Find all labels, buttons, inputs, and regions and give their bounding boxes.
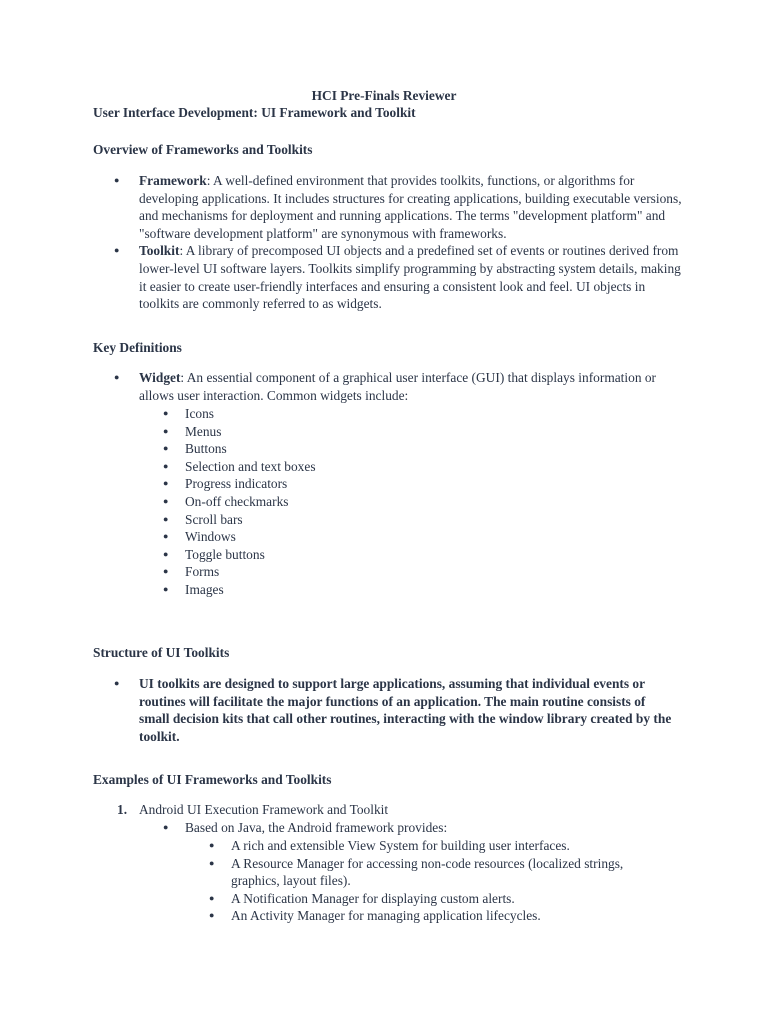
examples-list — [93, 801, 683, 819]
list-item-toolkit — [93, 242, 683, 312]
android-sub-list — [93, 819, 683, 837]
list-item-structure: ● UI toolkits are designed to support large applications, assuming that individual events or routines will facilitate the major functions of an application. The main routine consists of small decision kits that call other routines, interacting with the window library created by the toolkit. — [93, 675, 673, 745]
list-item: ● An Activity Manager for managing application lifecycles. — [93, 907, 658, 925]
document-title: HCI Pre-Finals Reviewer — [311, 88, 457, 103]
list-item-framework — [93, 172, 683, 242]
example-title-android: Android UI Execution Framework and Toolkit — [139, 802, 389, 817]
list-item: ● Images — [93, 581, 683, 599]
term-toolkit: Toolkit — [139, 243, 180, 259]
section-heading-definitions: Key Definitions — [93, 340, 182, 355]
list-item: ● Icons — [93, 405, 683, 423]
definition-toolkit: : A library of precomposed UI objects and a predefined set of events or routines derived from lower-level UI software layers. Toolkits simplify programming by abstracting system details, making it easier to create user-friendly interfaces and ensuring a consistent look and feel. UI objects in toolkits are commonly referred to as widgets. — [139, 243, 681, 312]
definition-widget: : An essential component of a graphical user interface (GUI) that displays information or allows user interaction. Common widgets include: — [139, 370, 657, 403]
list-item: ● Scroll bars — [93, 511, 683, 529]
section-heading-examples: Examples of UI Frameworks and Toolkits — [93, 772, 332, 787]
document-subtitle: User Interface Development: UI Framework and Toolkit — [93, 105, 416, 120]
list-item: ● Menus — [93, 423, 683, 441]
list-item: ● A rich and extensible View System for building user interfaces. — [93, 837, 658, 855]
list-item: ● A Resource Manager for accessing non-code resources (localized strings, graphics, layout files). — [93, 855, 658, 890]
overview-list — [93, 172, 683, 313]
list-number: 1. — [117, 802, 128, 817]
list-item: ● Progress indicators — [93, 475, 683, 493]
list-item-android — [93, 801, 683, 819]
definitions-list — [93, 369, 683, 404]
list-item: ● Windows — [93, 528, 683, 546]
list-item: ● Buttons — [93, 440, 683, 458]
definition-framework: : A well-defined environment that provides toolkits, functions, or algorithms for developing applications. It includes structures for creating applications, building executable versions, and mechanisms for deployment and running applications. The terms "development platform" and "software development platform" are synonymous with frameworks. — [139, 173, 682, 241]
list-item: ● Selection and text boxes — [93, 458, 683, 476]
list-item-widget — [93, 369, 683, 404]
android-features-list — [93, 837, 658, 925]
structure-list — [93, 675, 673, 745]
list-item-android-basis: ● Based on Java, the Android framework provides: — [93, 819, 683, 837]
list-item: ● Forms — [93, 563, 683, 581]
list-item: ● A Notification Manager for displaying custom alerts. — [93, 890, 658, 908]
term-framework: Framework — [139, 173, 207, 188]
list-item: ● Toggle buttons — [93, 546, 683, 564]
term-widget: Widget — [139, 370, 181, 385]
widget-examples-list — [93, 405, 683, 599]
list-item: ● On-off checkmarks — [93, 493, 683, 511]
section-heading-structure: Structure of UI Toolkits — [93, 645, 230, 660]
section-heading-overview: Overview of Frameworks and Toolkits — [93, 142, 313, 157]
